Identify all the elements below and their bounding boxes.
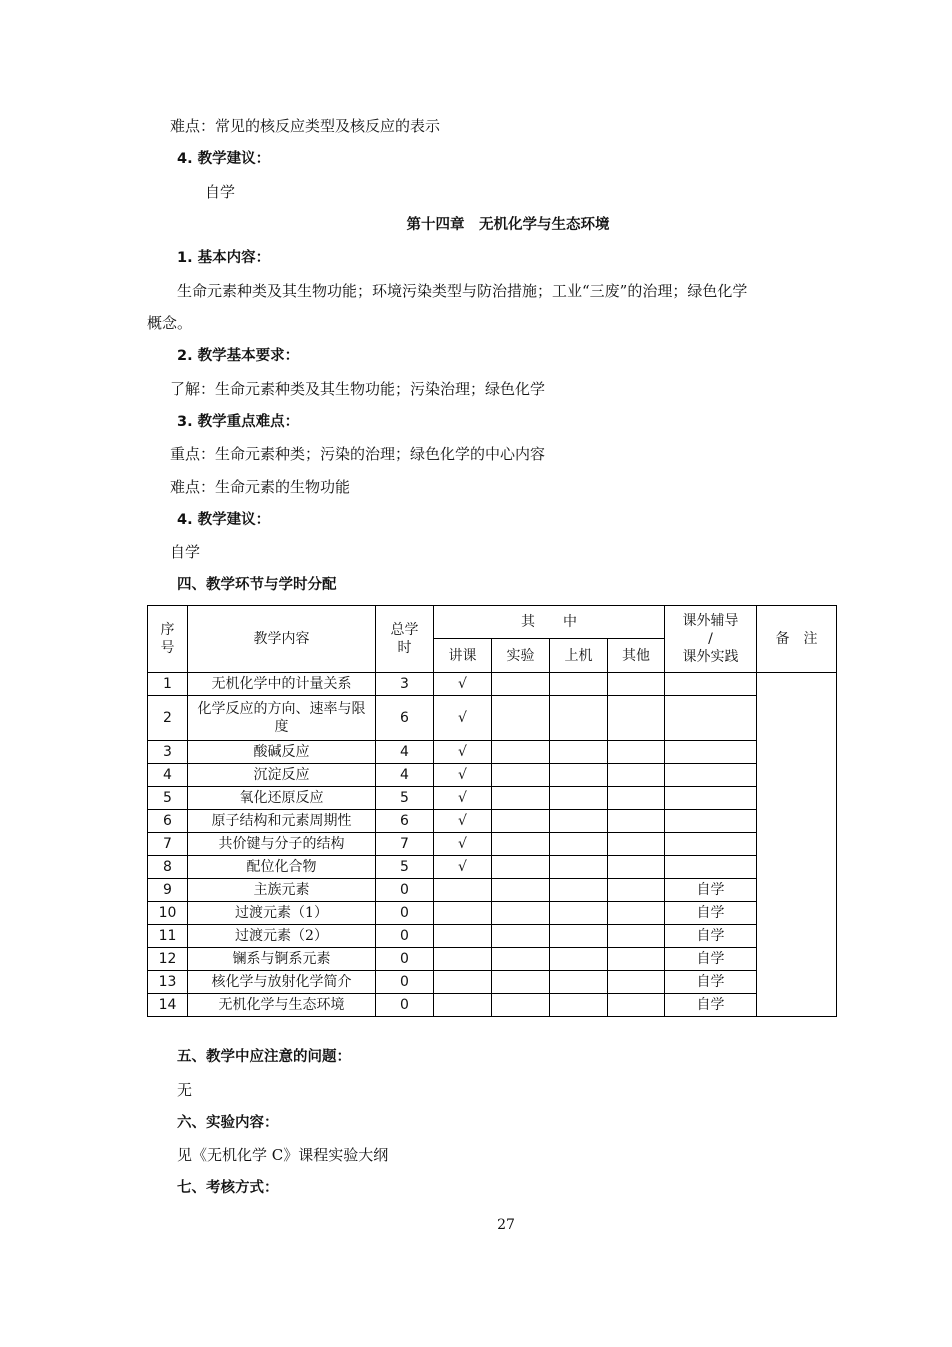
ch14-basic-line1: 生命元素种类及其生物功能；环境污染类型与防治措施；工业“三废”的治理；绿色化学 — [177, 282, 748, 300]
other-cell — [608, 741, 665, 764]
other-cell — [608, 696, 665, 741]
lecture-cell: √ — [434, 810, 492, 833]
other-cell — [608, 764, 665, 787]
other-cell — [608, 948, 665, 971]
tutoring-cell: 自学 — [665, 994, 757, 1017]
section7-heading: 七、考核方式： — [177, 1180, 279, 1196]
table-row — [148, 902, 837, 925]
experiment-cell — [492, 948, 550, 971]
experiment-cell — [492, 879, 550, 902]
ch13-suggestion-heading: 4. 教学建议： — [177, 151, 271, 167]
header-among: 其 中 — [434, 606, 665, 639]
hours-cell: 0 — [376, 994, 434, 1017]
seq-cell: 2 — [148, 696, 188, 741]
other-cell — [608, 856, 665, 879]
experiment-cell — [492, 741, 550, 764]
computer-cell — [550, 787, 608, 810]
ch14-keypoints-heading: 3. 教学重点难点： — [177, 414, 300, 430]
tutoring-cell — [665, 787, 757, 810]
other-cell — [608, 994, 665, 1017]
tutoring-cell — [665, 741, 757, 764]
other-cell — [608, 810, 665, 833]
seq-cell: 11 — [148, 925, 188, 948]
content-cell: 原子结构和元素周期性 — [188, 810, 376, 833]
hours-cell: 6 — [376, 810, 434, 833]
tutoring-cell — [665, 856, 757, 879]
seq-cell: 3 — [148, 741, 188, 764]
tutoring-cell: 自学 — [665, 879, 757, 902]
lecture-cell — [434, 879, 492, 902]
experiment-cell — [492, 994, 550, 1017]
other-cell — [608, 925, 665, 948]
seq-cell: 13 — [148, 971, 188, 994]
table-row — [148, 994, 837, 1017]
other-cell — [608, 787, 665, 810]
ch14-keypoints: 重点：生命元素种类；污染的治理；绿色化学的中心内容 — [170, 445, 546, 463]
lecture-cell — [434, 948, 492, 971]
hours-cell: 4 — [376, 764, 434, 787]
experiment-cell — [492, 856, 550, 879]
hours-cell: 0 — [376, 902, 434, 925]
page-number: 27 — [497, 1217, 515, 1233]
seq-cell: 5 — [148, 787, 188, 810]
content-cell: 化学反应的方向、速率与限度 — [188, 696, 376, 741]
header-other: 其他 — [608, 639, 665, 673]
table-row — [148, 810, 837, 833]
header-lecture: 讲课 — [434, 639, 492, 673]
content-cell: 无机化学与生态环境 — [188, 994, 376, 1017]
tutoring-cell: 自学 — [665, 925, 757, 948]
lecture-cell: √ — [434, 787, 492, 810]
computer-cell — [550, 971, 608, 994]
content-cell: 主族元素 — [188, 879, 376, 902]
hours-cell: 0 — [376, 879, 434, 902]
computer-cell — [550, 833, 608, 856]
tutoring-cell — [665, 673, 757, 696]
other-cell — [608, 673, 665, 696]
ch14-difficulty: 难点：生命元素的生物功能 — [170, 478, 351, 496]
hours-cell: 3 — [376, 673, 434, 696]
seq-cell: 6 — [148, 810, 188, 833]
hours-cell: 0 — [376, 925, 434, 948]
lecture-cell: √ — [434, 833, 492, 856]
ch14-basic-line2: 概念。 — [147, 314, 193, 332]
experiment-cell — [492, 971, 550, 994]
computer-cell — [550, 925, 608, 948]
seq-cell: 1 — [148, 673, 188, 696]
ch14-suggestion: 自学 — [170, 543, 201, 561]
lecture-cell: √ — [434, 741, 492, 764]
chapter14-title: 第十四章 无机化学与生态环境 — [406, 217, 610, 233]
header-tutoring: 课外辅导 / 课外实践 — [665, 606, 757, 673]
ch14-suggestion-heading: 4. 教学建议： — [177, 512, 271, 528]
other-cell — [608, 902, 665, 925]
content-cell: 无机化学中的计量关系 — [188, 673, 376, 696]
header-remarks: 备 注 — [757, 606, 837, 673]
computer-cell — [550, 764, 608, 787]
experiment-cell — [492, 833, 550, 856]
header-hours: 总学 时 — [376, 606, 434, 673]
table-row — [148, 879, 837, 902]
computer-cell — [550, 879, 608, 902]
experiment-cell — [492, 925, 550, 948]
computer-cell — [550, 741, 608, 764]
table-row — [148, 833, 837, 856]
content-cell: 过渡元素（2） — [188, 925, 376, 948]
computer-cell — [550, 994, 608, 1017]
table-row — [148, 948, 837, 971]
table-row — [148, 764, 837, 787]
section5-heading: 五、教学中应注意的问题： — [177, 1049, 351, 1065]
header-computer: 上机 — [550, 639, 608, 673]
seq-cell: 9 — [148, 879, 188, 902]
other-cell — [608, 971, 665, 994]
seq-cell: 8 — [148, 856, 188, 879]
content-cell: 配位化合物 — [188, 856, 376, 879]
other-cell — [608, 833, 665, 856]
seq-cell: 12 — [148, 948, 188, 971]
ch13-suggestion: 自学 — [205, 183, 236, 201]
content-cell: 酸碱反应 — [188, 741, 376, 764]
computer-cell — [550, 902, 608, 925]
table-row — [148, 925, 837, 948]
tutoring-cell — [665, 810, 757, 833]
ch14-basic-heading: 1. 基本内容： — [177, 250, 271, 266]
computer-cell — [550, 948, 608, 971]
computer-cell — [550, 673, 608, 696]
hours-cell: 4 — [376, 741, 434, 764]
lecture-cell — [434, 902, 492, 925]
lecture-cell: √ — [434, 764, 492, 787]
hours-cell: 5 — [376, 787, 434, 810]
header-seq: 序 号 — [148, 606, 188, 673]
tutoring-cell — [665, 833, 757, 856]
lecture-cell — [434, 971, 492, 994]
lecture-cell: √ — [434, 673, 492, 696]
computer-cell — [550, 856, 608, 879]
section6-text: 见《无机化学 C》课程实验大纲 — [177, 1146, 389, 1164]
remarks-cell — [757, 673, 837, 1017]
hours-cell: 7 — [376, 833, 434, 856]
content-cell: 共价键与分子的结构 — [188, 833, 376, 856]
content-cell: 核化学与放射化学简介 — [188, 971, 376, 994]
lecture-cell: √ — [434, 856, 492, 879]
header-content: 教学内容 — [188, 606, 376, 673]
experiment-cell — [492, 902, 550, 925]
schedule-table — [147, 605, 837, 1017]
section6-heading: 六、实验内容： — [177, 1115, 279, 1131]
seq-cell: 7 — [148, 833, 188, 856]
experiment-cell — [492, 764, 550, 787]
experiment-cell — [492, 810, 550, 833]
seq-cell: 4 — [148, 764, 188, 787]
computer-cell — [550, 696, 608, 741]
table-row — [148, 741, 837, 764]
table-row — [148, 856, 837, 879]
content-cell: 沉淀反应 — [188, 764, 376, 787]
tutoring-cell: 自学 — [665, 902, 757, 925]
ch13-difficulty: 难点：常见的核反应类型及核反应的表示 — [170, 117, 441, 135]
table-row — [148, 696, 837, 741]
hours-cell: 6 — [376, 696, 434, 741]
tutoring-cell: 自学 — [665, 948, 757, 971]
experiment-cell — [492, 696, 550, 741]
section5-text: 无 — [177, 1081, 193, 1099]
lecture-cell — [434, 994, 492, 1017]
hours-cell: 0 — [376, 948, 434, 971]
table-row — [148, 673, 837, 696]
content-cell: 过渡元素（1） — [188, 902, 376, 925]
hours-cell: 5 — [376, 856, 434, 879]
seq-cell: 10 — [148, 902, 188, 925]
section4-heading: 四、教学环节与学时分配 — [177, 577, 337, 593]
experiment-cell — [492, 673, 550, 696]
header-experiment: 实验 — [492, 639, 550, 673]
hours-cell: 0 — [376, 971, 434, 994]
tutoring-cell — [665, 696, 757, 741]
content-cell: 氧化还原反应 — [188, 787, 376, 810]
tutoring-cell — [665, 764, 757, 787]
table-row — [148, 971, 837, 994]
lecture-cell: √ — [434, 696, 492, 741]
seq-cell: 14 — [148, 994, 188, 1017]
ch14-requirements: 了解：生命元素种类及其生物功能；污染治理；绿色化学 — [170, 380, 546, 398]
experiment-cell — [492, 787, 550, 810]
ch14-requirements-heading: 2. 教学基本要求： — [177, 348, 300, 364]
table-row — [148, 787, 837, 810]
computer-cell — [550, 810, 608, 833]
other-cell — [608, 879, 665, 902]
content-cell: 镧系与锕系元素 — [188, 948, 376, 971]
tutoring-cell: 自学 — [665, 971, 757, 994]
lecture-cell — [434, 925, 492, 948]
